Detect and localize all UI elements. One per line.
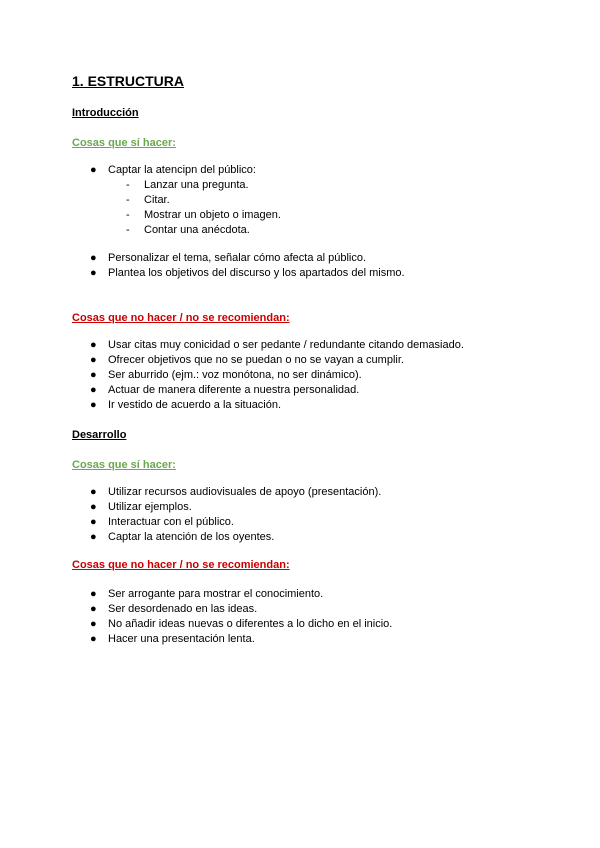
bullet-icon: ● bbox=[90, 588, 97, 600]
list-item-text: Plantea los objetivos del discurso y los apartados del mismo. bbox=[108, 267, 405, 279]
list-item-text: Ser arrogante para mostrar el conocimiento. bbox=[108, 588, 324, 600]
intro-do-heading: Cosas que sí hacer: bbox=[72, 137, 176, 149]
list-item-text: Interactuar con el público. bbox=[108, 516, 234, 528]
bullet-icon: ● bbox=[90, 603, 97, 615]
section-heading-desarrollo: Desarrollo bbox=[72, 429, 127, 441]
list-item-text: Captar la atencipn del público: bbox=[108, 164, 256, 176]
bullet-icon: ● bbox=[90, 267, 97, 279]
list-item bbox=[0, 602, 600, 617]
sub-list-item bbox=[0, 193, 600, 208]
list-item bbox=[0, 632, 600, 647]
list-item bbox=[0, 338, 600, 353]
list-item-text: Hacer una presentación lenta. bbox=[108, 633, 255, 645]
intro-do-list bbox=[0, 163, 600, 238]
dash-icon: - bbox=[126, 194, 130, 206]
list-item bbox=[0, 515, 600, 530]
list-item bbox=[0, 251, 600, 266]
bullet-icon: ● bbox=[90, 164, 97, 176]
bullet-icon: ● bbox=[90, 633, 97, 645]
sub-list-item-text: Citar. bbox=[144, 194, 170, 206]
list-item-text: Ser aburrido (ejm.: voz monótona, no ser dinámico). bbox=[108, 369, 362, 381]
list-item bbox=[0, 368, 600, 383]
sub-list-item-text: Contar una anécdota. bbox=[144, 224, 250, 236]
bullet-icon: ● bbox=[90, 369, 97, 381]
sub-list-item bbox=[0, 178, 600, 193]
document-title: 1. ESTRUCTURA bbox=[72, 73, 185, 89]
section-heading-introduccion: Introducción bbox=[72, 107, 139, 119]
bullet-icon: ● bbox=[90, 339, 97, 351]
sub-list-item bbox=[0, 208, 600, 223]
list-item-text: Personalizar el tema, señalar cómo afecta al público. bbox=[108, 252, 367, 264]
bullet-icon: ● bbox=[90, 354, 97, 366]
list-item-text: Usar citas muy conicidad o ser pedante / redundante citando demasiado. bbox=[108, 339, 464, 351]
desarrollo-do-heading: Cosas que sí hacer: bbox=[72, 459, 176, 471]
list-item bbox=[0, 266, 600, 281]
sub-list-item-text: Lanzar una pregunta. bbox=[144, 179, 249, 191]
list-item-text: No añadir ideas nuevas o diferentes a lo dicho en el inicio. bbox=[108, 618, 393, 630]
list-item-text: Ser desordenado en las ideas. bbox=[108, 603, 258, 615]
list-item-text: Captar la atención de los oyentes. bbox=[108, 531, 275, 543]
list-item bbox=[0, 398, 600, 413]
dash-icon: - bbox=[126, 209, 130, 221]
list-item-text: Actuar de manera diferente a nuestra personalidad. bbox=[108, 384, 360, 396]
list-item bbox=[0, 587, 600, 602]
list-item bbox=[0, 485, 600, 500]
list-item bbox=[0, 530, 600, 545]
desarrollo-dont-heading: Cosas que no hacer / no se recomiendan: bbox=[72, 559, 290, 571]
list-item-text: Ofrecer objetivos que no se puedan o no se vayan a cumplir. bbox=[108, 354, 404, 366]
bullet-icon: ● bbox=[90, 501, 97, 513]
list-item-text: Utilizar ejemplos. bbox=[108, 501, 192, 513]
list-item bbox=[0, 163, 600, 178]
list-item bbox=[0, 500, 600, 515]
sub-list-item-text: Mostrar un objeto o imagen. bbox=[144, 209, 281, 221]
list-item-text: Ir vestido de acuerdo a la situación. bbox=[108, 399, 282, 411]
intro-dont-list bbox=[0, 338, 600, 413]
list-item bbox=[0, 617, 600, 632]
intro-do-list-continued bbox=[0, 251, 600, 281]
list-item bbox=[0, 353, 600, 368]
sub-list-item bbox=[0, 223, 600, 238]
list-item bbox=[0, 383, 600, 398]
bullet-icon: ● bbox=[90, 252, 97, 264]
dash-icon: - bbox=[126, 179, 130, 191]
dash-icon: - bbox=[126, 224, 130, 236]
bullet-icon: ● bbox=[90, 618, 97, 630]
bullet-icon: ● bbox=[90, 384, 97, 396]
bullet-icon: ● bbox=[90, 486, 97, 498]
list-item-text: Utilizar recursos audiovisuales de apoyo (presentación). bbox=[108, 486, 382, 498]
bullet-icon: ● bbox=[90, 531, 97, 543]
desarrollo-do-list bbox=[0, 485, 600, 545]
desarrollo-dont-list bbox=[0, 587, 600, 647]
bullet-icon: ● bbox=[90, 399, 97, 411]
bullet-icon: ● bbox=[90, 516, 97, 528]
intro-dont-heading: Cosas que no hacer / no se recomiendan: bbox=[72, 312, 290, 324]
